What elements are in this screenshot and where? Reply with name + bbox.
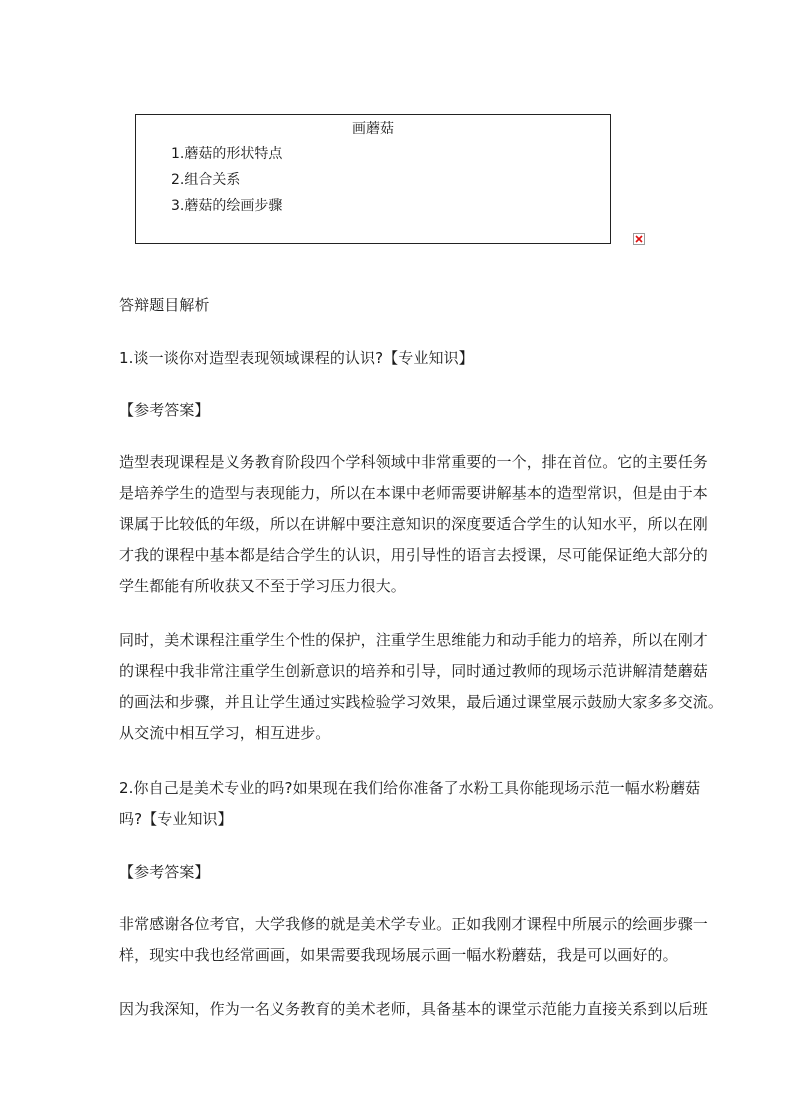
paragraph-line: 的画法和步骤，并且让学生通过实践检验学习效果，最后通过课堂展示鼓励大家多多交流。 (119, 693, 724, 711)
board-item: 2.组合关系 (171, 172, 241, 188)
paragraph-line: 是培养学生的造型与表现能力，所以在本课中老师需要讲解基本的造型常识，但是由于本 (119, 484, 708, 502)
board-outline (135, 114, 611, 244)
paragraph-line: 从交流中相互学习，相互进步。 (119, 724, 331, 742)
paragraph-line: 非常感谢各位考官，大学我修的就是美术学专业。正如我刚才课程中所展示的绘画步骤一 (119, 915, 708, 933)
paragraph-line: 样，现实中我也经常画画，如果需要我现场展示画一幅水粉蘑菇，我是可以画好的。 (119, 946, 678, 964)
board-item: 1.蘑菇的形状特点 (171, 146, 283, 162)
paragraph-line: 因为我深知，作为一名义务教育的美术老师，具备基本的课堂示范能力直接关系到以后班 (119, 1000, 708, 1018)
question-2: 吗?【专业知识】 (119, 810, 233, 828)
reference-answer-label: 【参考答案】 (119, 401, 210, 419)
section-title: 答辩题目解析 (119, 296, 210, 314)
paragraph-line: 的课程中我非常注重学生创新意识的培养和引导，同时通过教师的现场示范讲解清楚蘑菇 (119, 662, 708, 680)
reference-answer-label: 【参考答案】 (119, 863, 210, 881)
board-title: 画蘑菇 (352, 121, 394, 137)
paragraph-line: 课属于比较低的年级，所以在讲解中要注意知识的深度要适合学生的认知水平，所以在刚 (119, 515, 708, 533)
paragraph-line: 造型表现课程是义务教育阶段四个学科领域中非常重要的一个，排在首位。它的主要任务 (119, 453, 708, 471)
question-1: 1.谈一谈你对造型表现领域课程的认识?【专业知识】 (119, 349, 474, 367)
paragraph-line: 学生都能有所收获又不至于学习压力很大。 (119, 577, 406, 595)
paragraph-line: 同时，美术课程注重学生个性的保护，注重学生思维能力和动手能力的培养，所以在刚才 (119, 631, 708, 649)
question-2: 2.你自己是美术专业的吗?如果现在我们给你准备了水粉工具你能现场示范一幅水粉蘑菇 (119, 779, 701, 797)
paragraph-line: 才我的课程中基本都是结合学生的认识，用引导性的语言去授课，尽可能保证绝大部分的 (119, 546, 708, 564)
broken-image-icon (633, 233, 645, 245)
board-item: 3.蘑菇的绘画步骤 (171, 198, 283, 214)
